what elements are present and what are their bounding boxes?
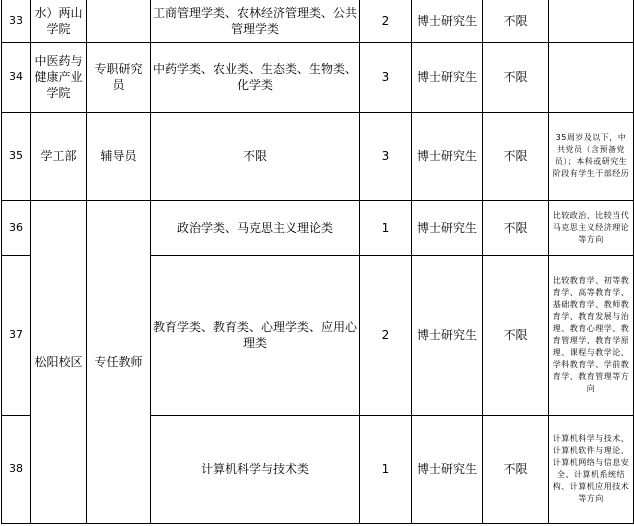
unit-cell: 中医药与健康产业学院	[31, 42, 87, 112]
major-cell: 教育学类、教育类、心理学类、应用心理类	[151, 255, 360, 415]
unit-cell: 松阳校区	[31, 200, 87, 523]
age-cell: 不限	[483, 0, 549, 42]
major-cell: 不限	[151, 112, 360, 200]
note-cell	[549, 0, 634, 42]
post-cell: 辅导员	[87, 112, 151, 200]
note-cell: 比较教育学、初等教育学、高等教育学、基础教育学、教师教育学、教育发展与治理、教育心理学、教育管理学、教育学原理、课程与教学论、学科教育学、学前教育学、教育管理等方向	[549, 255, 634, 415]
major-cell: 中药学类、农业类、生态类、生物类、化学类	[151, 42, 360, 112]
table-row	[2, 0, 634, 42]
degree-cell: 博士研究生	[412, 415, 483, 523]
degree-cell: 博士研究生	[412, 42, 483, 112]
age-cell: 不限	[483, 255, 549, 415]
row-number: 36	[2, 200, 31, 255]
table-row	[2, 200, 634, 255]
age-cell: 不限	[483, 42, 549, 112]
age-cell: 不限	[483, 112, 549, 200]
age-cell: 不限	[483, 200, 549, 255]
post-cell	[87, 0, 151, 42]
note-cell: 35周岁及以下，中共党员（含预备党员）；本科或研究生阶段有学生干部经历	[549, 112, 634, 200]
note-cell: 比较政治、比较当代马克思主义经济理论等方向	[549, 200, 634, 255]
note-cell: 计算机科学与技术、计算机软件与理论、计算机网络与信息安全、计算机系统结构、计算机应用技术等方向	[549, 415, 634, 523]
row-number: 38	[2, 415, 31, 523]
post-cell: 专职研究员	[87, 42, 151, 112]
table-row	[2, 42, 634, 112]
count-cell: 3	[360, 42, 412, 112]
post-cell: 专任教师	[87, 200, 151, 523]
count-cell: 2	[360, 0, 412, 42]
degree-cell: 博士研究生	[412, 112, 483, 200]
count-cell: 3	[360, 112, 412, 200]
unit-cell: 水）两山学院	[31, 0, 87, 42]
table-row	[2, 112, 634, 200]
row-number: 33	[2, 0, 31, 42]
row-number: 35	[2, 112, 31, 200]
note-cell	[549, 42, 634, 112]
major-cell: 工商管理学类、农林经济管理类、公共管理学类	[151, 0, 360, 42]
degree-cell: 博士研究生	[412, 0, 483, 42]
count-cell: 1	[360, 200, 412, 255]
major-cell: 计算机科学与技术类	[151, 415, 360, 523]
major-cell: 政治学类、马克思主义理论类	[151, 200, 360, 255]
row-number: 37	[2, 255, 31, 415]
degree-cell: 博士研究生	[412, 255, 483, 415]
recruitment-table	[1, 0, 634, 524]
count-cell: 1	[360, 415, 412, 523]
unit-cell: 学工部	[31, 112, 87, 200]
row-number: 34	[2, 42, 31, 112]
count-cell: 2	[360, 255, 412, 415]
degree-cell: 博士研究生	[412, 200, 483, 255]
age-cell: 不限	[483, 415, 549, 523]
